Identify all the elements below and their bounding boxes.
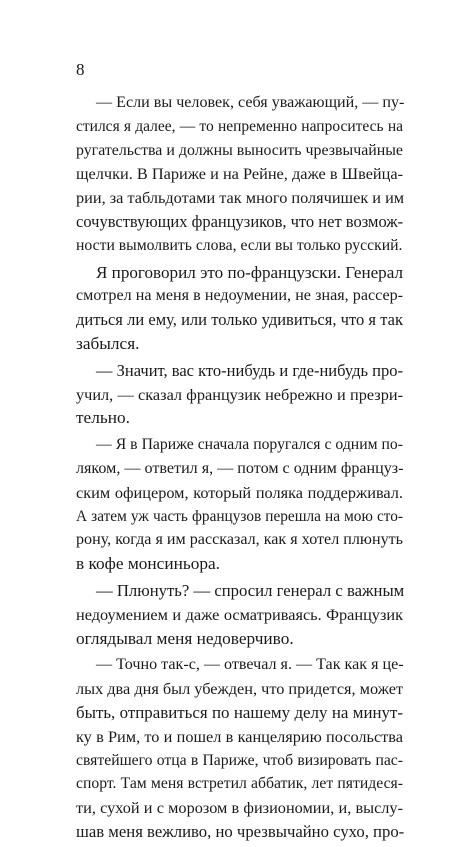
text-line: — Если вы человек, себя уважающий, — пу- xyxy=(96,94,405,111)
text-line: сочувствующих французиков, что нет возмож- xyxy=(76,211,404,231)
text-line: ляком, — ответил я, — потом с одним француз- xyxy=(76,459,404,477)
text-line: учил, — сказал французик небрежно и презри- xyxy=(76,384,403,404)
text-line: рии, за табльдотами так много полячишек и им xyxy=(76,188,405,208)
text-line: щелчки. В Париже и на Рейне, даже в Швейца- xyxy=(76,164,403,184)
text-line: оглядывал меня недоверчиво. xyxy=(76,628,294,648)
paragraph xyxy=(76,653,403,843)
page-number: 8 xyxy=(76,60,85,79)
text-line: быть, отправиться по нашему делу на минут- xyxy=(76,702,403,722)
text-line: в кофе монсиньора. xyxy=(76,554,220,574)
text-line: лых два дня был убежден, что придется, может xyxy=(76,679,404,699)
text-line: — Плюнуть? — спросил генерал с важным xyxy=(96,580,405,600)
text-line: смотрел на меня в недоумении, не зная, рассер- xyxy=(76,287,403,305)
text-line: недоумением и даже осматриваясь. Французик xyxy=(76,604,403,624)
text-line: ти, сухой и с морозом в физиономии, и, выслу- xyxy=(76,798,403,818)
text-line: шав меня вежливо, но чрезвычайно сухо, про- xyxy=(76,821,405,841)
text-line: — Точно так-с, — отвечал я. — Так как я це- xyxy=(96,656,404,674)
text-line: ку в Рим, то и пошел в канцелярию посольства xyxy=(76,726,403,746)
text-line: — Я в Париже сначала поругался с одним по- xyxy=(96,436,403,454)
paragraph xyxy=(76,261,403,356)
text-line: ности вымолвить слова, если вы только русский. xyxy=(76,236,403,254)
text-line: рону, когда я им рассказал, как я хотел плюнуть xyxy=(76,531,403,549)
text-line: забылся. xyxy=(76,333,140,353)
text-line: святейшего отца в Париже, чтоб визировать пас- xyxy=(76,751,403,769)
text-line: Я проговорил это по-французски. Генерал xyxy=(96,262,403,282)
text-line: — Значит, вас кто-нибудь и где-нибудь про- xyxy=(96,360,403,380)
text-line: спорт. Там меня встретил аббатик, лет пятидеся- xyxy=(76,775,403,793)
paragraph xyxy=(76,433,403,576)
paragraph xyxy=(76,91,403,258)
paragraph xyxy=(76,579,403,650)
text-line: стился я далее, — то непременно напроситесь на xyxy=(76,117,403,135)
paragraph xyxy=(76,359,403,430)
text-line: тельно. xyxy=(76,408,130,428)
text-body xyxy=(76,91,403,847)
text-line: А затем уж часть французов перешла на мою сто- xyxy=(76,507,403,525)
text-line: ским офицером, который поляка поддерживал. xyxy=(76,482,403,502)
text-line: диться ли ему, или только удивиться, что я так xyxy=(76,310,403,330)
text-line: ругательства и должны выносить чрезвычайные xyxy=(76,141,403,159)
